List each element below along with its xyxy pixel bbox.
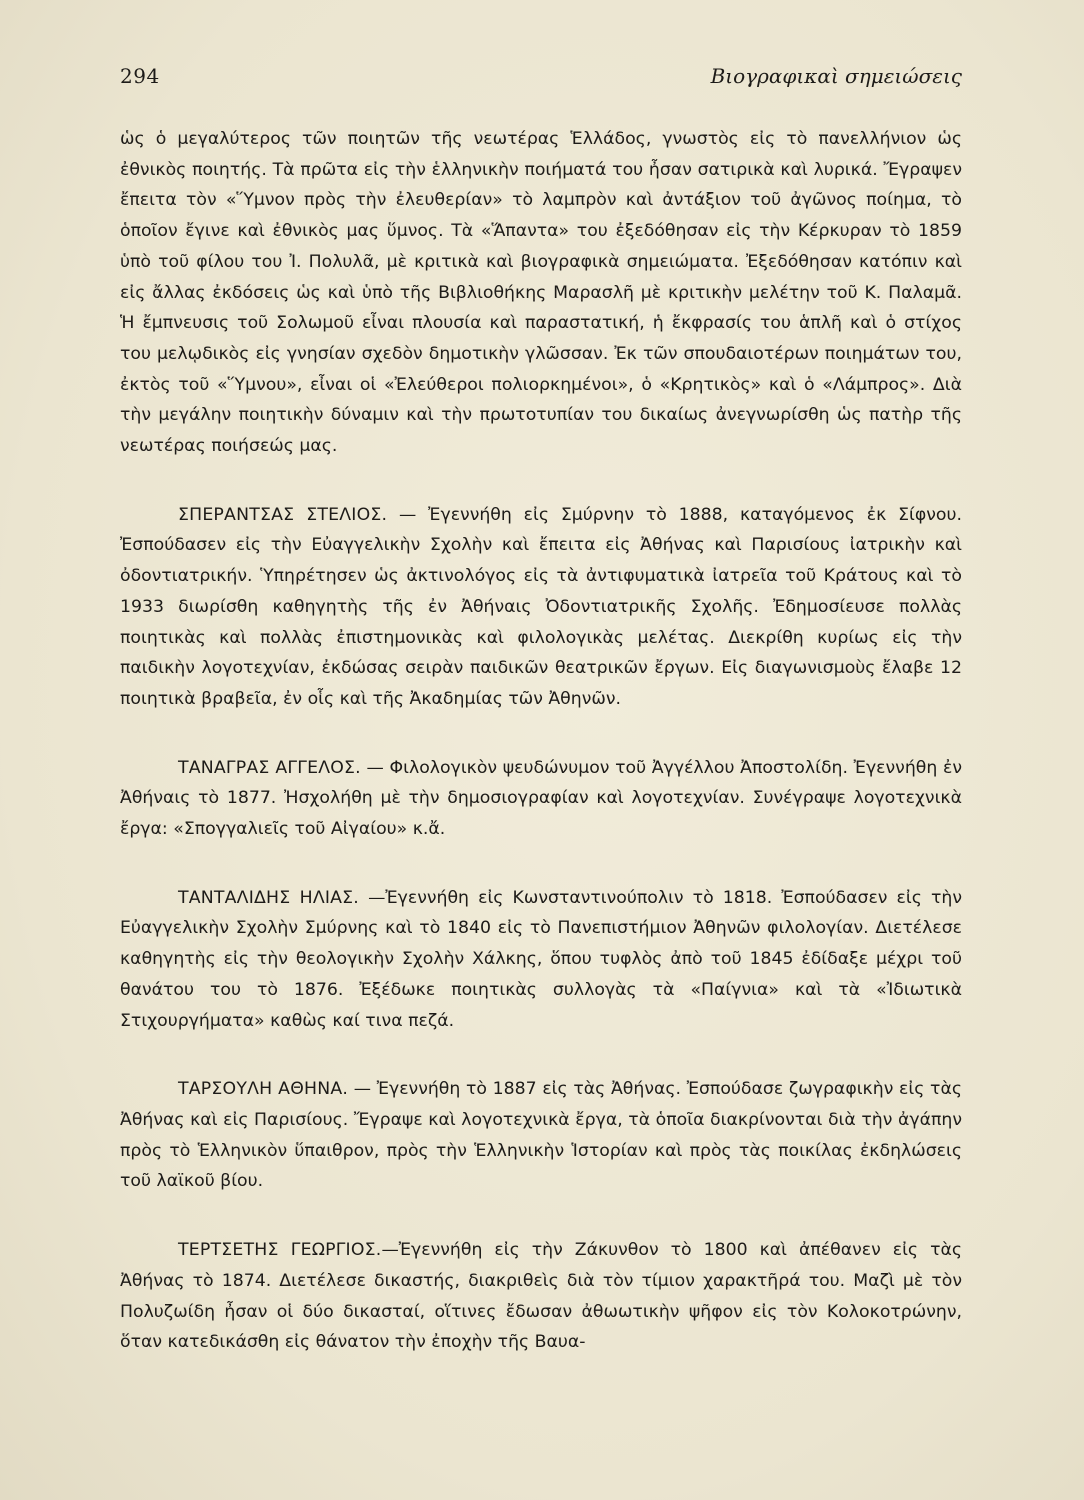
entry-name: ΤΑΝΑΓΡΑΣ ΑΓΓΕΛΟΣ. [178,757,361,778]
page-body [120,124,962,1396]
entry-name: ΤΑΡΣΟΥΛΗ ΑΘΗΝΑ. [178,1079,349,1100]
intro-paragraph: ὡς ὁ μεγαλύτερος τῶν ποιητῶν τῆς νεωτέρας Ἑλλάδος, γνωστὸς εἰς τὸ πανελλήνιον ὡς ἐθνικὸς ποιητής. Τὰ πρῶτα εἰς τὴν ἑλληνικὴν ποιήματά του ἦσαν σατιρικὰ καὶ λυρικά. Ἔγραψεν ἔπειτα τὸν «Ὕμνον πρὸς τὴν ἐλευθερίαν» τὸ λαμπρὸν καὶ ἀντάξιον τοῦ ἀγῶνος ποίημα, τὸ ὁποῖον ἔγινε καὶ ἐθνικὸς μας ὕμνος. Τὰ «Ἅπαντα» του ἐξεδόθησαν εἰς τὴν Κέρκυραν τὸ 1859 ὑπὸ τοῦ φίλου του Ἰ. Πολυλᾶ, μὲ κριτικὰ καὶ βιογραφικὰ σημειώματα. Ἐξεδόθησαν κατόπιν καὶ εἰς ἄλλας ἐκδόσεις ὡς καὶ ὑπὸ τῆς Βιβλιοθήκης Μαρασλῆ μὲ κριτικὴν μελέτην τοῦ Κ. Παλαμᾶ. Ἡ ἔμπνευσις τοῦ Σολωμοῦ εἶναι πλουσία καὶ παραστατική, ἡ ἔκφρασίς του ἁπλῆ καὶ ὁ στίχος του μελῳδικὸς εἰς γνησίαν σχεδὸν δημοτικὴν γλῶσσαν. Ἐκ τῶν σπουδαιοτέρων ποιημάτων του, ἐκτὸς τοῦ «Ὕμνου», εἶναι οἱ «Ἐλεύθεροι πολιορκημένοι», ὁ «Κρητικὸς» καὶ ὁ «Λάμπρος». Διὰ τὴν μεγάλην ποιητικὴν δύναμιν καὶ τὴν πρωτοτυπίαν του δικαίως ἀνεγνωρίσθη ὡς πατὴρ τῆς νεωτέρας ποιήσεώς μας. [120,129,962,457]
running-title: Βιογραφικαὶ σημειώσεις [710,64,962,88]
entry-text: — Ἐγεννήθη εἰς Σμύρνην τὸ 1888, καταγόμενος ἐκ Σίφνου. Ἐσπούδασεν εἰς τὴν Εὐαγγελικὴν Σχολὴν καὶ ἔπειτα εἰς Ἀθήνας καὶ Παρισίους ἰατρικὴν καὶ ὀδοντιατρικήν. Ὑπηρέτησεν ὡς ἀκτινολόγος εἰς τὰ ἀντιφυματικὰ ἰατρεῖα τοῦ Κράτους καὶ τὸ 1933 διωρίσθη καθηγητὴς τῆς ἐν Ἀθήναις Ὀδοντιατρικῆς Σχολῆς. Ἐδημοσίευσε πολλὰς ποιητικὰς καὶ πολλὰς ἐπιστημονικὰς καὶ φιλολογικὰς μελέτας. Διεκρίθη κυρίως εἰς τὴν παιδικὴν λογοτεχνίαν, ἐκδώσας σειρὰν παιδικῶν θεατρικῶν ἔργων. Εἰς διαγωνισμοὺς ἔλαβε 12 ποιητικὰ βραβεῖα, ἐν οἷς καὶ τῆς Ἀκαδημίας τῶν Ἀθηνῶν. [120,504,962,709]
entry-name: ΣΠΕΡΑΝΤΣΑΣ ΣΤΕΛΙΟΣ. [178,504,388,525]
biography-entry-sperantsas [120,500,962,715]
biography-entry-tantalidis [120,883,962,1037]
entry-text: — Ἐγεννήθη τὸ 1887 εἰς τὰς Ἀθήνας. Ἐσπούδασε ζωγραφικὴν εἰς τὰς Ἀθήνας καὶ εἰς Παρισίους. Ἔγραψε καὶ λογοτεχνικὰ ἔργα, τὰ ὁποῖα διακρίνονται διὰ τὴν ἀγάπην πρὸς τὸ Ἑλληνικὸν ὕπαιθρον, πρὸς τὴν Ἑλληνικὴν Ἱστορίαν καὶ πρὸς τὰς ποικίλας ἐκδηλώσεις τοῦ λαϊκοῦ βίου. [120,1079,962,1192]
page-header [120,64,962,98]
entry-text: —Ἐγεννήθη εἰς τὴν Ζάκυνθον τὸ 1800 καὶ ἀπέθανεν εἰς τὰς Ἀθήνας τὸ 1874. Διετέλεσε δικαστής, διακριθεὶς διὰ τὸν τίμιον χαρακτῆρά του. Μαζὶ μὲ τὸν Πολυζωίδη ἦσαν οἱ δύο δικασταί, οἵτινες ἔδωσαν ἀθωωτικὴν ψῆφον εἰς τὸν Κολοκοτρώνην, ὅταν κατεδικάσθη εἰς θάνατον τὴν ἐποχὴν τῆς Βαυα- [120,1240,963,1353]
page-number: 294 [120,64,160,88]
biography-entry-tarsouli [120,1074,962,1197]
entry-text: —Ἐγεννήθη εἰς Κωνσταντινούπολιν τὸ 1818. Ἐσπούδασεν εἰς τὴν Εὐαγγελικὴν Σχολὴν Σμύρνης καὶ τὸ 1840 εἰς τὸ Πανεπιστήμιον Ἀθηνῶν φιλολογίαν. Διετέλεσε καθηγητὴς εἰς τὴν θεολογικὴν Σχολὴν Χάλκης, ὅπου τυφλὸς ἀπὸ τοῦ 1845 ἐδίδαξε μέχρι τοῦ θανάτου του τὸ 1876. Ἐξέδωκε ποιητικὰς συλλογὰς τὰ «Παίγνια» καὶ τὰ «Ἰδιωτικὰ Στιχουργήματα» καθὼς καί τινα πεζά. [120,887,962,1031]
biography-entry-tertsetis [120,1235,962,1358]
entry-text: — Φιλολογικὸν ψευδώνυμον τοῦ Ἀγγέλλου Ἀποστολίδη. Ἐγεννήθη ἐν Ἀθήναις τὸ 1877. Ἠσχολήθη μὲ τὴν δημοσιογραφίαν καὶ λογοτεχνίαν. Συνέγραψε λογοτεχνικὰ ἔργα: «Σπογγαλιεῖς τοῦ Αἰγαίου» κ.ἄ. [120,757,962,840]
entry-name: ΤΕΡΤΣΕΤΗΣ ΓΕΩΡΓΙΟΣ. [178,1240,382,1261]
entry-name: ΤΑΝΤΑΛΙΔΗΣ ΗΛΙΑΣ. [178,887,359,908]
biography-entry-tanagras [120,753,962,845]
